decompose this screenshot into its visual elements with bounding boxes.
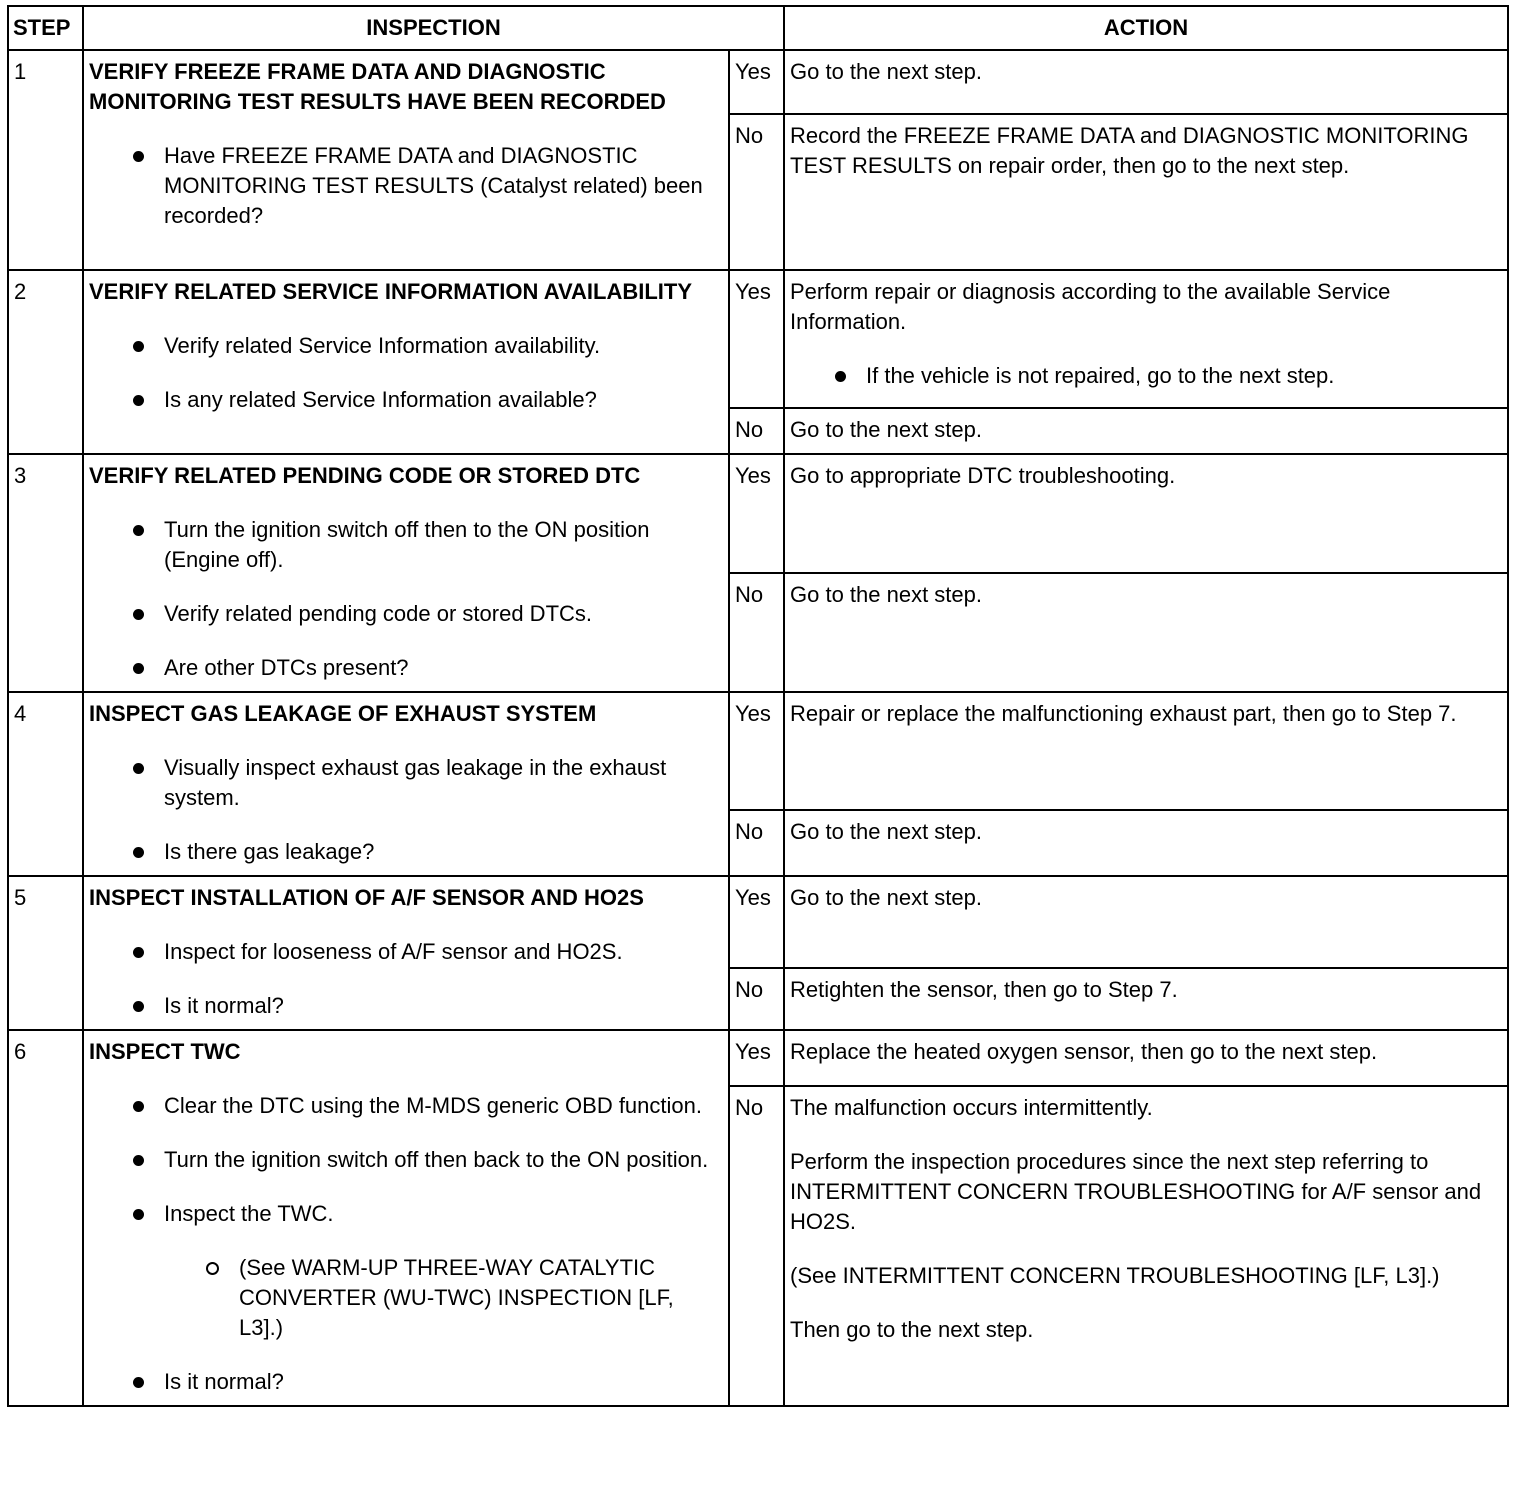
no-action: Record the FREEZE FRAME DATA and DIAGNOSTIC MONITORING TEST RESULTS on repair order, then go to the next step. [784,114,1508,270]
no-action-paragraph: (See INTERMITTENT CONCERN TROUBLESHOOTING [LF, L3].) [790,1263,1440,1288]
step-number: 1 [8,50,83,270]
step-number: 2 [8,270,83,454]
step-inspection [83,454,729,692]
step-1-yes-row [8,50,1508,114]
sub-bullet-list [164,1253,722,1343]
no-label: No [729,114,784,270]
step-2-yes-row [8,270,1508,408]
bullet-item: Is any related Service Information available? [164,385,722,415]
step-title: INSPECT INSTALLATION OF A/F SENSOR AND HO2S [89,885,644,910]
step-number: 4 [8,692,83,876]
step-title: INSPECT GAS LEAKAGE OF EXHAUST SYSTEM [89,701,597,726]
step-title: INSPECT TWC [89,1039,241,1064]
bullet-item: Turn the ignition switch off then to the ON position (Engine off). [164,515,722,575]
action-bullet-item: If the vehicle is not repaired, go to the next step. [866,361,1501,391]
yes-label: Yes [729,50,784,114]
yes-action: Repair or replace the malfunctioning exhaust part, then go to Step 7. [784,692,1508,810]
bullet-item [164,1199,722,1343]
step-3-yes-row [8,454,1508,573]
yes-action: Go to appropriate DTC troubleshooting. [784,454,1508,573]
yes-action [784,270,1508,408]
yes-label: Yes [729,1030,784,1086]
yes-label: Yes [729,270,784,408]
bullet-item: Have FREEZE FRAME DATA and DIAGNOSTIC MONITORING TEST RESULTS (Catalyst related) been recorded? [164,141,722,231]
step-4-yes-row [8,692,1508,810]
step-inspection [83,1030,729,1406]
bullet-item: Is it normal? [164,1367,722,1397]
yes-label: Yes [729,454,784,573]
inspection-header: INSPECTION [83,6,784,50]
bullet-item: Inspect for looseness of A/F sensor and HO2S. [164,937,722,967]
action-bullet-list [790,361,1501,391]
yes-action: Replace the heated oxygen sensor, then go to the next step. [784,1030,1508,1086]
bullet-item: Visually inspect exhaust gas leakage in the exhaust system. [164,753,722,813]
no-action [784,1086,1508,1406]
no-label: No [729,408,784,454]
no-action-paragraph: The malfunction occurs intermittently. [790,1095,1153,1120]
troubleshooting-table [7,5,1509,1407]
step-inspection [83,270,729,454]
step-inspection [83,692,729,876]
yes-action: Go to the next step. [784,876,1508,968]
no-label: No [729,1086,784,1406]
no-action-paragraph: Perform the inspection procedures since the next step referring to INTERMITTENT CONCERN TROUBLESHOOTING for A/F sensor and HO2S. [790,1149,1482,1234]
bullet-item: Verify related pending code or stored DTCs. [164,599,722,629]
step-header: STEP [8,6,83,50]
bullet-item: Is there gas leakage? [164,837,722,867]
yes-action: Go to the next step. [784,50,1508,114]
step-title: VERIFY FREEZE FRAME DATA AND DIAGNOSTIC MONITORING TEST RESULTS HAVE BEEN RECORDED [89,59,666,114]
step-inspection [83,50,729,270]
yes-label: Yes [729,876,784,968]
bullet-item-text: Inspect the TWC. [164,1201,334,1226]
step-inspection [83,876,729,1030]
step-5-yes-row [8,876,1508,968]
yes-action-text: Perform repair or diagnosis according to the available Service Information. [790,279,1391,334]
step-6-yes-row [8,1030,1508,1086]
no-action-paragraph: Then go to the next step. [790,1317,1034,1342]
bullet-list [89,937,722,1021]
no-label: No [729,810,784,876]
bullet-item: Are other DTCs present? [164,653,722,683]
bullet-list [89,1091,722,1397]
bullet-item: Is it normal? [164,991,722,1021]
bullet-list [89,515,722,683]
no-action: Go to the next step. [784,810,1508,876]
yes-label: Yes [729,692,784,810]
no-action: Go to the next step. [784,573,1508,692]
bullet-list [89,141,722,231]
step-number: 5 [8,876,83,1030]
step-title: VERIFY RELATED SERVICE INFORMATION AVAILABILITY [89,279,692,304]
no-label: No [729,573,784,692]
step-number: 3 [8,454,83,692]
no-action: Retighten the sensor, then go to Step 7. [784,968,1508,1030]
step-number: 6 [8,1030,83,1406]
bullet-list [89,753,722,867]
step-title: VERIFY RELATED PENDING CODE OR STORED DTC [89,463,641,488]
bullet-item: Turn the ignition switch off then back to the ON position. [164,1145,722,1175]
sub-bullet-item: (See WARM-UP THREE-WAY CATALYTIC CONVERTER (WU-TWC) INSPECTION [LF, L3].) [239,1253,722,1343]
bullet-item: Verify related Service Information availability. [164,331,722,361]
bullet-item: Clear the DTC using the M-MDS generic OBD function. [164,1091,722,1121]
bullet-list [89,331,722,415]
action-header: ACTION [784,6,1508,50]
no-label: No [729,968,784,1030]
header-row [8,6,1508,50]
no-action: Go to the next step. [784,408,1508,454]
